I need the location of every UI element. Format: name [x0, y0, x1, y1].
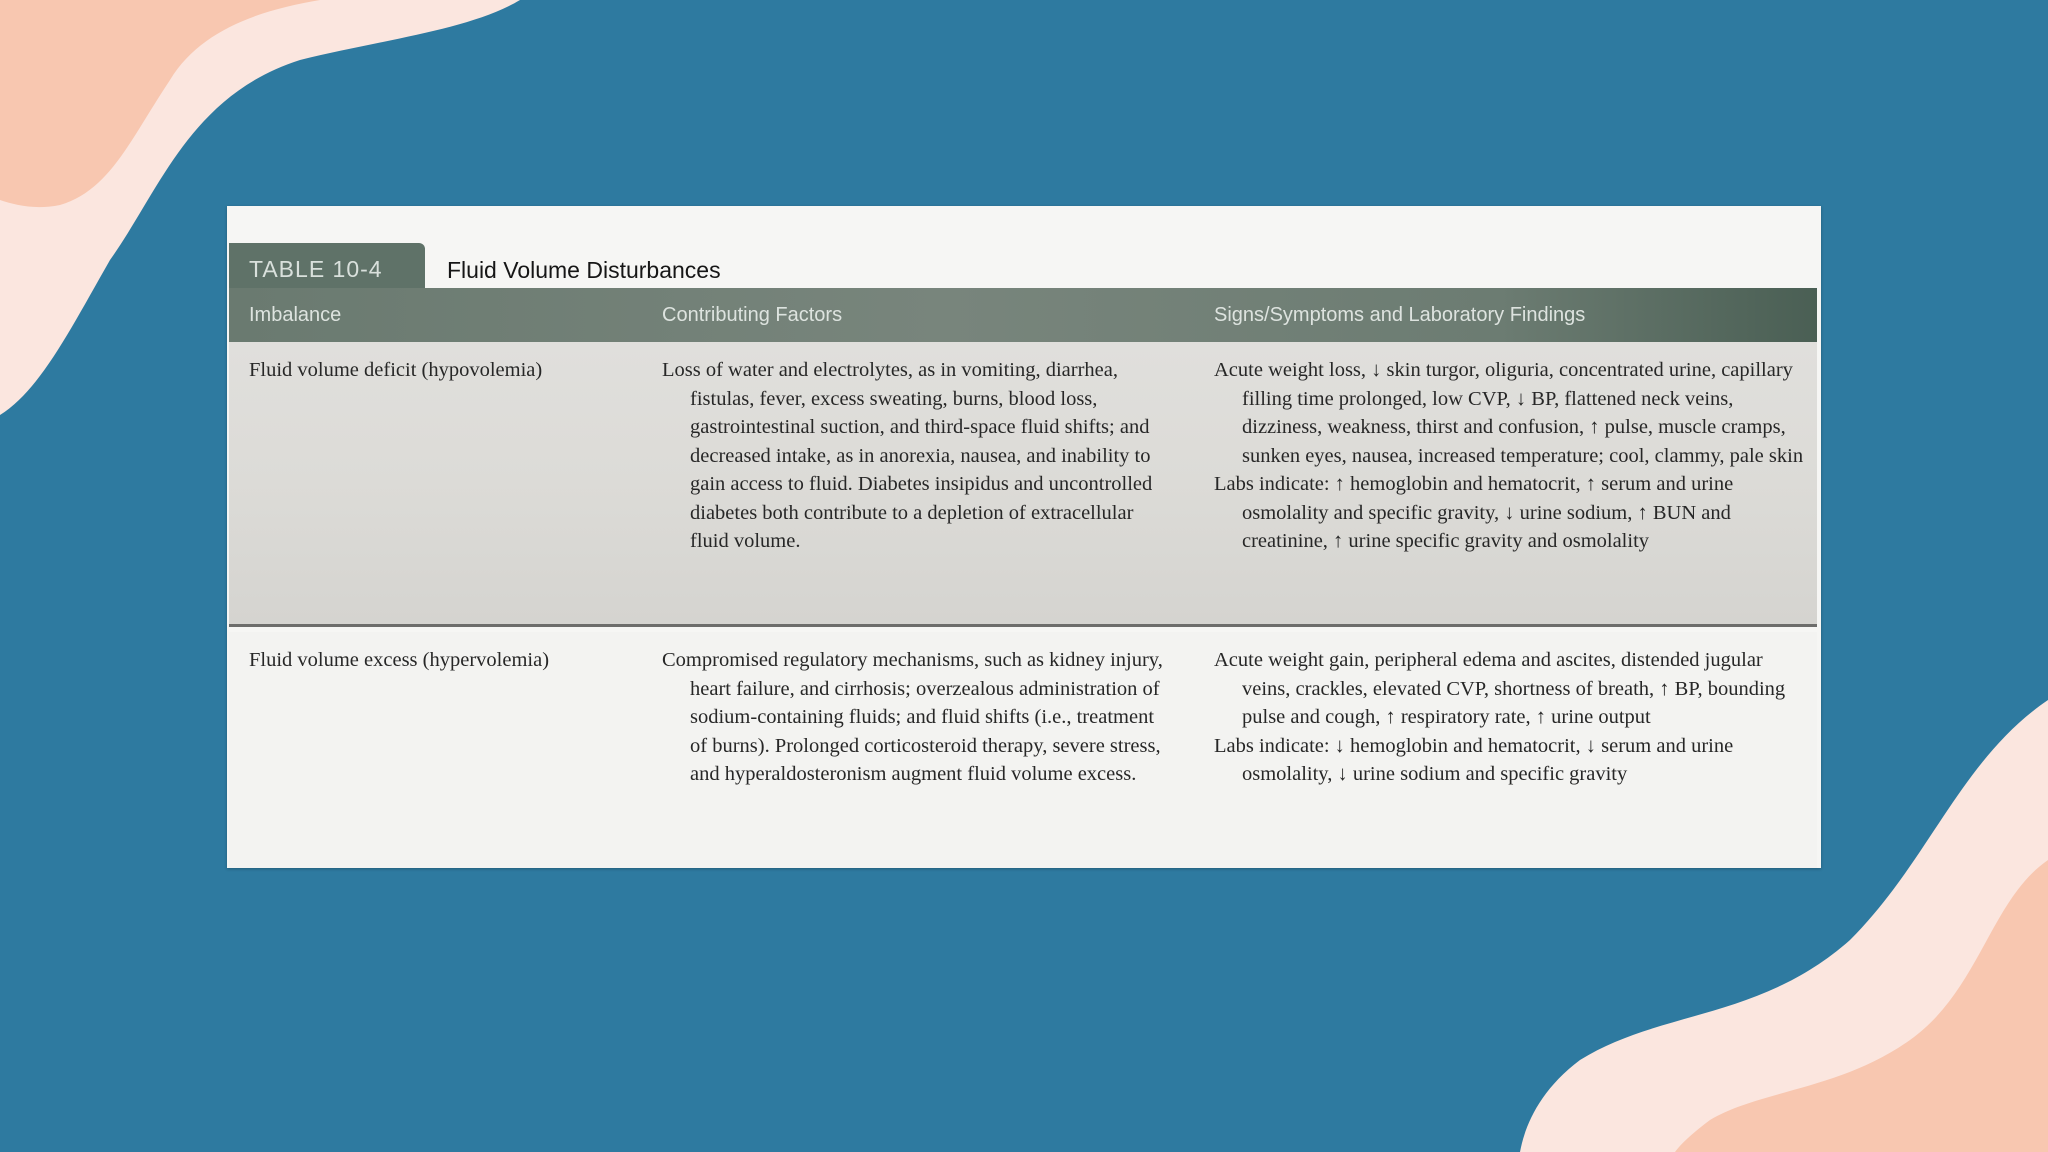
- column-header-imbalance: Imbalance: [249, 304, 342, 326]
- signs-text: Acute weight gain, peripheral edema and ascites, distended jugular veins, crackles, elevated CVP, shortness of breath, ↑ BP, bounding pulse and cough, ↑ respiratory rate, ↑ urine output: [1214, 649, 1786, 728]
- table-row: [229, 342, 1817, 627]
- labs-text: Labs indicate: ↑ hemoglobin and hematocrit, ↑ serum and urine osmolality and specific gravity, ↓ urine sodium, ↑ BUN and creatinine, ↑ urine specific gravity and osmolality: [1214, 473, 1734, 552]
- table-number-tab: TABLE 10-4: [229, 243, 425, 296]
- factors-text: Loss of water and electrolytes, as in vomiting, diarrhea, fistulas, fever, excess sweating, burns, blood loss, gastrointestinal suction, and third-space fluid shifts; and decreased intake, as in anorexia, nausea, and inability to gain access to fluid. Diabetes insipidus and uncontrolled diabetes both contribute to a depletion of extracellular fluid volume.: [662, 359, 1153, 552]
- factors-cell: [662, 646, 1172, 789]
- table-image: [227, 206, 1821, 868]
- factors-cell: [662, 356, 1172, 556]
- labs-text: Labs indicate: ↓ hemoglobin and hematocrit, ↓ serum and urine osmolality, ↓ urine sodium and specific gravity: [1214, 734, 1734, 785]
- imbalance-cell: Fluid volume deficit (hypovolemia): [249, 359, 543, 381]
- imbalance-cell: Fluid volume excess (hypervolemia): [249, 649, 550, 671]
- signs-cell: [1214, 646, 1804, 789]
- table-header-row: [229, 288, 1817, 342]
- column-header-signs-symptoms: Signs/Symptoms and Laboratory Findings: [1214, 304, 1586, 326]
- table-row: [229, 632, 1817, 868]
- signs-text: Acute weight loss, ↓ skin turgor, oliguria, concentrated urine, capillary filling time prolonged, low CVP, ↓ BP, flattened neck veins, dizziness, weakness, thirst and confusion, ↑ pulse, muscle cramps, sunken eyes, nausea, increased temperature; cool, clammy, pale skin: [1214, 359, 1804, 467]
- factors-text: Compromised regulatory mechanisms, such as kidney injury, heart failure, and cirrhosis; overzealous administration of sodium-containing fluids; and fluid shifts (i.e., treatment of burns). Prolonged corticosteroid therapy, severe stress, and hyperaldosteronism augment fluid volume excess.: [662, 649, 1163, 785]
- column-header-contributing-factors: Contributing Factors: [662, 304, 843, 326]
- table-title: Fluid Volume Disturbances: [447, 257, 721, 283]
- signs-cell: [1214, 356, 1804, 556]
